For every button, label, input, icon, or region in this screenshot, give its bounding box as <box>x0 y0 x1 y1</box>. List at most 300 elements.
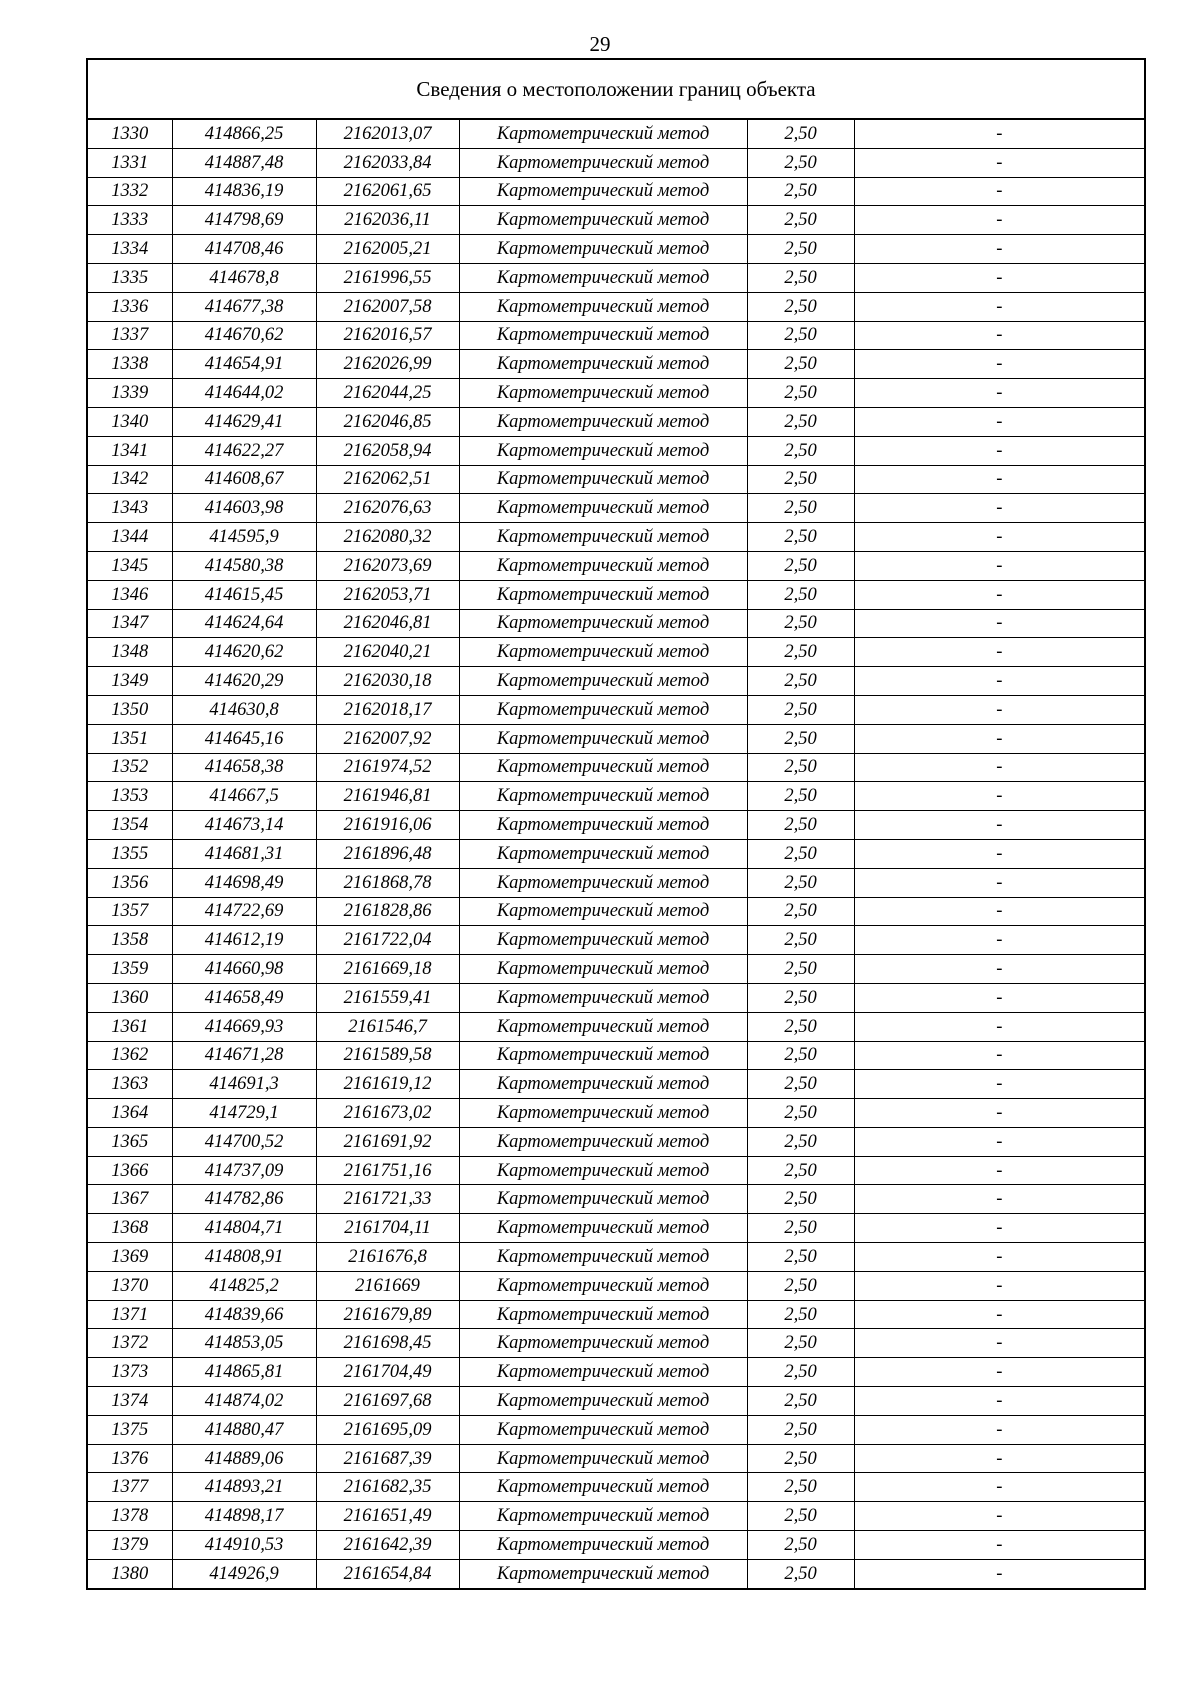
accuracy-cell: 2,50 <box>747 177 854 206</box>
table-body <box>87 119 1145 1589</box>
x-coordinate-cell: 414629,41 <box>172 407 316 436</box>
y-coordinate-cell: 2161974,52 <box>316 753 459 782</box>
table-row <box>87 177 1145 206</box>
description-cell: - <box>854 350 1145 379</box>
method-cell: Картометрический метод <box>459 551 747 580</box>
description-cell: - <box>854 1473 1145 1502</box>
method-cell: Картометрический метод <box>459 350 747 379</box>
accuracy-cell: 2,50 <box>747 868 854 897</box>
description-cell: - <box>854 1444 1145 1473</box>
description-cell: - <box>854 926 1145 955</box>
y-coordinate-cell: 2162058,94 <box>316 436 459 465</box>
method-cell: Картометрический метод <box>459 811 747 840</box>
method-cell: Картометрический метод <box>459 1415 747 1444</box>
point-number-cell: 1338 <box>87 350 172 379</box>
accuracy-cell: 2,50 <box>747 551 854 580</box>
accuracy-cell: 2,50 <box>747 839 854 868</box>
y-coordinate-cell: 2161868,78 <box>316 868 459 897</box>
method-cell: Картометрический метод <box>459 1214 747 1243</box>
point-number-cell: 1375 <box>87 1415 172 1444</box>
table-row <box>87 1559 1145 1588</box>
table-row <box>87 1012 1145 1041</box>
description-cell: - <box>854 523 1145 552</box>
method-cell: Картометрический метод <box>459 407 747 436</box>
point-number-cell: 1357 <box>87 897 172 926</box>
method-cell: Картометрический метод <box>459 1127 747 1156</box>
method-cell: Картометрический метод <box>459 1300 747 1329</box>
description-cell: - <box>854 1415 1145 1444</box>
description-cell: - <box>854 1012 1145 1041</box>
accuracy-cell: 2,50 <box>747 1387 854 1416</box>
y-coordinate-cell: 2162013,07 <box>316 119 459 148</box>
table-row <box>87 206 1145 235</box>
point-number-cell: 1349 <box>87 667 172 696</box>
method-cell: Картометрический метод <box>459 379 747 408</box>
y-coordinate-cell: 2161546,7 <box>316 1012 459 1041</box>
description-cell: - <box>854 897 1145 926</box>
y-coordinate-cell: 2161654,84 <box>316 1559 459 1588</box>
accuracy-cell: 2,50 <box>747 983 854 1012</box>
x-coordinate-cell: 414622,27 <box>172 436 316 465</box>
description-cell: - <box>854 868 1145 897</box>
x-coordinate-cell: 414737,09 <box>172 1156 316 1185</box>
table-title-row <box>87 59 1145 119</box>
point-number-cell: 1339 <box>87 379 172 408</box>
accuracy-cell: 2,50 <box>747 1502 854 1531</box>
point-number-cell: 1341 <box>87 436 172 465</box>
description-cell: - <box>854 1387 1145 1416</box>
point-number-cell: 1380 <box>87 1559 172 1588</box>
accuracy-cell: 2,50 <box>747 782 854 811</box>
description-cell: - <box>854 292 1145 321</box>
table-row <box>87 1415 1145 1444</box>
point-number-cell: 1330 <box>87 119 172 148</box>
accuracy-cell: 2,50 <box>747 436 854 465</box>
accuracy-cell: 2,50 <box>747 1329 854 1358</box>
point-number-cell: 1342 <box>87 465 172 494</box>
description-cell: - <box>854 1214 1145 1243</box>
point-number-cell: 1350 <box>87 695 172 724</box>
point-number-cell: 1335 <box>87 263 172 292</box>
point-number-cell: 1371 <box>87 1300 172 1329</box>
description-cell: - <box>854 983 1145 1012</box>
y-coordinate-cell: 2161619,12 <box>316 1070 459 1099</box>
point-number-cell: 1372 <box>87 1329 172 1358</box>
table-row <box>87 551 1145 580</box>
accuracy-cell: 2,50 <box>747 1300 854 1329</box>
table-row <box>87 782 1145 811</box>
point-number-cell: 1366 <box>87 1156 172 1185</box>
point-number-cell: 1347 <box>87 609 172 638</box>
table-row <box>87 1214 1145 1243</box>
accuracy-cell: 2,50 <box>747 1041 854 1070</box>
method-cell: Картометрический метод <box>459 1387 747 1416</box>
x-coordinate-cell: 414620,29 <box>172 667 316 696</box>
point-number-cell: 1364 <box>87 1099 172 1128</box>
method-cell: Картометрический метод <box>459 1271 747 1300</box>
method-cell: Картометрический метод <box>459 638 747 667</box>
x-coordinate-cell: 414798,69 <box>172 206 316 235</box>
accuracy-cell: 2,50 <box>747 263 854 292</box>
x-coordinate-cell: 414603,98 <box>172 494 316 523</box>
y-coordinate-cell: 2161751,16 <box>316 1156 459 1185</box>
accuracy-cell: 2,50 <box>747 407 854 436</box>
y-coordinate-cell: 2161682,35 <box>316 1473 459 1502</box>
y-coordinate-cell: 2161704,11 <box>316 1214 459 1243</box>
description-cell: - <box>854 580 1145 609</box>
x-coordinate-cell: 414874,02 <box>172 1387 316 1416</box>
method-cell: Картометрический метод <box>459 868 747 897</box>
x-coordinate-cell: 414677,38 <box>172 292 316 321</box>
y-coordinate-cell: 2161721,33 <box>316 1185 459 1214</box>
x-coordinate-cell: 414839,66 <box>172 1300 316 1329</box>
table-row <box>87 695 1145 724</box>
y-coordinate-cell: 2161896,48 <box>316 839 459 868</box>
table-row <box>87 724 1145 753</box>
point-number-cell: 1369 <box>87 1243 172 1272</box>
point-number-cell: 1358 <box>87 926 172 955</box>
table-row <box>87 955 1145 984</box>
x-coordinate-cell: 414782,86 <box>172 1185 316 1214</box>
point-number-cell: 1355 <box>87 839 172 868</box>
accuracy-cell: 2,50 <box>747 523 854 552</box>
y-coordinate-cell: 2162007,58 <box>316 292 459 321</box>
boundary-coordinates-table <box>86 58 1146 1590</box>
table-row <box>87 1041 1145 1070</box>
table-row <box>87 235 1145 264</box>
description-cell: - <box>854 1070 1145 1099</box>
method-cell: Картометрический метод <box>459 206 747 235</box>
x-coordinate-cell: 414667,5 <box>172 782 316 811</box>
accuracy-cell: 2,50 <box>747 465 854 494</box>
description-cell: - <box>854 1243 1145 1272</box>
accuracy-cell: 2,50 <box>747 1271 854 1300</box>
method-cell: Картометрический метод <box>459 177 747 206</box>
accuracy-cell: 2,50 <box>747 1444 854 1473</box>
table-row <box>87 119 1145 148</box>
x-coordinate-cell: 414620,62 <box>172 638 316 667</box>
table-row <box>87 1531 1145 1560</box>
point-number-cell: 1354 <box>87 811 172 840</box>
point-number-cell: 1378 <box>87 1502 172 1531</box>
method-cell: Картометрический метод <box>459 983 747 1012</box>
table-row <box>87 465 1145 494</box>
description-cell: - <box>854 1271 1145 1300</box>
x-coordinate-cell: 414673,14 <box>172 811 316 840</box>
description-cell: - <box>854 695 1145 724</box>
method-cell: Картометрический метод <box>459 1070 747 1099</box>
accuracy-cell: 2,50 <box>747 1127 854 1156</box>
table-row <box>87 350 1145 379</box>
point-number-cell: 1352 <box>87 753 172 782</box>
table-row <box>87 868 1145 897</box>
method-cell: Картометрический метод <box>459 1012 747 1041</box>
y-coordinate-cell: 2162076,63 <box>316 494 459 523</box>
method-cell: Картометрический метод <box>459 523 747 552</box>
point-number-cell: 1337 <box>87 321 172 350</box>
y-coordinate-cell: 2161722,04 <box>316 926 459 955</box>
description-cell: - <box>854 1559 1145 1588</box>
x-coordinate-cell: 414866,25 <box>172 119 316 148</box>
accuracy-cell: 2,50 <box>747 1358 854 1387</box>
accuracy-cell: 2,50 <box>747 292 854 321</box>
method-cell: Картометрический метод <box>459 148 747 177</box>
table-row <box>87 811 1145 840</box>
table-row <box>87 494 1145 523</box>
accuracy-cell: 2,50 <box>747 580 854 609</box>
y-coordinate-cell: 2162080,32 <box>316 523 459 552</box>
y-coordinate-cell: 2161828,86 <box>316 897 459 926</box>
method-cell: Картометрический метод <box>459 1185 747 1214</box>
table-row <box>87 523 1145 552</box>
table-row <box>87 753 1145 782</box>
x-coordinate-cell: 414580,38 <box>172 551 316 580</box>
point-number-cell: 1362 <box>87 1041 172 1070</box>
x-coordinate-cell: 414630,8 <box>172 695 316 724</box>
description-cell: - <box>854 494 1145 523</box>
method-cell: Картометрический метод <box>459 667 747 696</box>
accuracy-cell: 2,50 <box>747 955 854 984</box>
accuracy-cell: 2,50 <box>747 667 854 696</box>
accuracy-cell: 2,50 <box>747 1243 854 1272</box>
x-coordinate-cell: 414880,47 <box>172 1415 316 1444</box>
method-cell: Картометрический метод <box>459 119 747 148</box>
accuracy-cell: 2,50 <box>747 1473 854 1502</box>
accuracy-cell: 2,50 <box>747 1156 854 1185</box>
description-cell: - <box>854 667 1145 696</box>
table-row <box>87 1185 1145 1214</box>
x-coordinate-cell: 414681,31 <box>172 839 316 868</box>
method-cell: Картометрический метод <box>459 580 747 609</box>
y-coordinate-cell: 2162030,18 <box>316 667 459 696</box>
description-cell: - <box>854 753 1145 782</box>
point-number-cell: 1336 <box>87 292 172 321</box>
y-coordinate-cell: 2162046,81 <box>316 609 459 638</box>
accuracy-cell: 2,50 <box>747 148 854 177</box>
x-coordinate-cell: 414825,2 <box>172 1271 316 1300</box>
point-number-cell: 1344 <box>87 523 172 552</box>
y-coordinate-cell: 2161704,49 <box>316 1358 459 1387</box>
x-coordinate-cell: 414926,9 <box>172 1559 316 1588</box>
description-cell: - <box>854 1300 1145 1329</box>
accuracy-cell: 2,50 <box>747 638 854 667</box>
x-coordinate-cell: 414612,19 <box>172 926 316 955</box>
x-coordinate-cell: 414889,06 <box>172 1444 316 1473</box>
description-cell: - <box>854 1127 1145 1156</box>
accuracy-cell: 2,50 <box>747 494 854 523</box>
description-cell: - <box>854 839 1145 868</box>
x-coordinate-cell: 414691,3 <box>172 1070 316 1099</box>
description-cell: - <box>854 148 1145 177</box>
y-coordinate-cell: 2162016,57 <box>316 321 459 350</box>
method-cell: Картометрический метод <box>459 1531 747 1560</box>
accuracy-cell: 2,50 <box>747 1531 854 1560</box>
point-number-cell: 1367 <box>87 1185 172 1214</box>
y-coordinate-cell: 2161697,68 <box>316 1387 459 1416</box>
method-cell: Картометрический метод <box>459 436 747 465</box>
point-number-cell: 1356 <box>87 868 172 897</box>
description-cell: - <box>854 609 1145 638</box>
description-cell: - <box>854 811 1145 840</box>
point-number-cell: 1348 <box>87 638 172 667</box>
page-number: 29 <box>589 32 611 56</box>
method-cell: Картометрический метод <box>459 1444 747 1473</box>
x-coordinate-cell: 414670,62 <box>172 321 316 350</box>
table-row <box>87 379 1145 408</box>
description-cell: - <box>854 235 1145 264</box>
y-coordinate-cell: 2162053,71 <box>316 580 459 609</box>
point-number-cell: 1379 <box>87 1531 172 1560</box>
x-coordinate-cell: 414658,38 <box>172 753 316 782</box>
method-cell: Картометрический метод <box>459 292 747 321</box>
point-number-cell: 1376 <box>87 1444 172 1473</box>
y-coordinate-cell: 2162046,85 <box>316 407 459 436</box>
x-coordinate-cell: 414865,81 <box>172 1358 316 1387</box>
point-number-cell: 1363 <box>87 1070 172 1099</box>
y-coordinate-cell: 2162036,11 <box>316 206 459 235</box>
description-cell: - <box>854 955 1145 984</box>
accuracy-cell: 2,50 <box>747 695 854 724</box>
accuracy-cell: 2,50 <box>747 811 854 840</box>
table-row <box>87 1444 1145 1473</box>
x-coordinate-cell: 414660,98 <box>172 955 316 984</box>
accuracy-cell: 2,50 <box>747 753 854 782</box>
x-coordinate-cell: 414708,46 <box>172 235 316 264</box>
table-row <box>87 1070 1145 1099</box>
y-coordinate-cell: 2161642,39 <box>316 1531 459 1560</box>
accuracy-cell: 2,50 <box>747 609 854 638</box>
method-cell: Картометрический метод <box>459 1329 747 1358</box>
x-coordinate-cell: 414654,91 <box>172 350 316 379</box>
description-cell: - <box>854 119 1145 148</box>
x-coordinate-cell: 414678,8 <box>172 263 316 292</box>
x-coordinate-cell: 414808,91 <box>172 1243 316 1272</box>
method-cell: Картометрический метод <box>459 465 747 494</box>
table-row <box>87 1099 1145 1128</box>
description-cell: - <box>854 177 1145 206</box>
x-coordinate-cell: 414669,93 <box>172 1012 316 1041</box>
y-coordinate-cell: 2162018,17 <box>316 695 459 724</box>
y-coordinate-cell: 2161676,8 <box>316 1243 459 1272</box>
y-coordinate-cell: 2161673,02 <box>316 1099 459 1128</box>
method-cell: Картометрический метод <box>459 1559 747 1588</box>
table-row <box>87 1127 1145 1156</box>
point-number-cell: 1374 <box>87 1387 172 1416</box>
table-row <box>87 580 1145 609</box>
point-number-cell: 1360 <box>87 983 172 1012</box>
accuracy-cell: 2,50 <box>747 1214 854 1243</box>
point-number-cell: 1368 <box>87 1214 172 1243</box>
y-coordinate-cell: 2161996,55 <box>316 263 459 292</box>
table-row <box>87 1387 1145 1416</box>
point-number-cell: 1353 <box>87 782 172 811</box>
description-cell: - <box>854 551 1145 580</box>
table-row <box>87 263 1145 292</box>
table-row <box>87 983 1145 1012</box>
method-cell: Картометрический метод <box>459 263 747 292</box>
table-row <box>87 1243 1145 1272</box>
method-cell: Картометрический метод <box>459 321 747 350</box>
x-coordinate-cell: 414700,52 <box>172 1127 316 1156</box>
description-cell: - <box>854 1358 1145 1387</box>
accuracy-cell: 2,50 <box>747 321 854 350</box>
accuracy-cell: 2,50 <box>747 724 854 753</box>
y-coordinate-cell: 2161698,45 <box>316 1329 459 1358</box>
table-row <box>87 1502 1145 1531</box>
accuracy-cell: 2,50 <box>747 1185 854 1214</box>
description-cell: - <box>854 1041 1145 1070</box>
y-coordinate-cell: 2162044,25 <box>316 379 459 408</box>
x-coordinate-cell: 414836,19 <box>172 177 316 206</box>
x-coordinate-cell: 414898,17 <box>172 1502 316 1531</box>
y-coordinate-cell: 2161669,18 <box>316 955 459 984</box>
table-row <box>87 926 1145 955</box>
method-cell: Картометрический метод <box>459 1358 747 1387</box>
method-cell: Картометрический метод <box>459 695 747 724</box>
method-cell: Картометрический метод <box>459 1099 747 1128</box>
x-coordinate-cell: 414887,48 <box>172 148 316 177</box>
y-coordinate-cell: 2161651,49 <box>316 1502 459 1531</box>
point-number-cell: 1345 <box>87 551 172 580</box>
description-cell: - <box>854 1099 1145 1128</box>
table-row <box>87 1329 1145 1358</box>
description-cell: - <box>854 1156 1145 1185</box>
y-coordinate-cell: 2162073,69 <box>316 551 459 580</box>
table-title: Сведения о местоположении границ объекта <box>87 59 1145 119</box>
point-number-cell: 1373 <box>87 1358 172 1387</box>
y-coordinate-cell: 2162033,84 <box>316 148 459 177</box>
method-cell: Картометрический метод <box>459 1156 747 1185</box>
table-row <box>87 1473 1145 1502</box>
table-row <box>87 407 1145 436</box>
point-number-cell: 1334 <box>87 235 172 264</box>
method-cell: Картометрический метод <box>459 955 747 984</box>
accuracy-cell: 2,50 <box>747 1070 854 1099</box>
point-number-cell: 1340 <box>87 407 172 436</box>
description-cell: - <box>854 638 1145 667</box>
y-coordinate-cell: 2162026,99 <box>316 350 459 379</box>
x-coordinate-cell: 414804,71 <box>172 1214 316 1243</box>
x-coordinate-cell: 414910,53 <box>172 1531 316 1560</box>
description-cell: - <box>854 724 1145 753</box>
table-row <box>87 1271 1145 1300</box>
method-cell: Картометрический метод <box>459 897 747 926</box>
x-coordinate-cell: 414608,67 <box>172 465 316 494</box>
method-cell: Картометрический метод <box>459 1243 747 1272</box>
method-cell: Картометрический метод <box>459 926 747 955</box>
accuracy-cell: 2,50 <box>747 1415 854 1444</box>
method-cell: Картометрический метод <box>459 724 747 753</box>
point-number-cell: 1331 <box>87 148 172 177</box>
x-coordinate-cell: 414644,02 <box>172 379 316 408</box>
point-number-cell: 1359 <box>87 955 172 984</box>
y-coordinate-cell: 2161679,89 <box>316 1300 459 1329</box>
description-cell: - <box>854 206 1145 235</box>
accuracy-cell: 2,50 <box>747 350 854 379</box>
description-cell: - <box>854 379 1145 408</box>
description-cell: - <box>854 321 1145 350</box>
method-cell: Картометрический метод <box>459 1473 747 1502</box>
point-number-cell: 1351 <box>87 724 172 753</box>
y-coordinate-cell: 2161691,92 <box>316 1127 459 1156</box>
point-number-cell: 1370 <box>87 1271 172 1300</box>
table-row <box>87 1300 1145 1329</box>
point-number-cell: 1361 <box>87 1012 172 1041</box>
y-coordinate-cell: 2162062,51 <box>316 465 459 494</box>
x-coordinate-cell: 414624,64 <box>172 609 316 638</box>
table-row <box>87 292 1145 321</box>
description-cell: - <box>854 465 1145 494</box>
